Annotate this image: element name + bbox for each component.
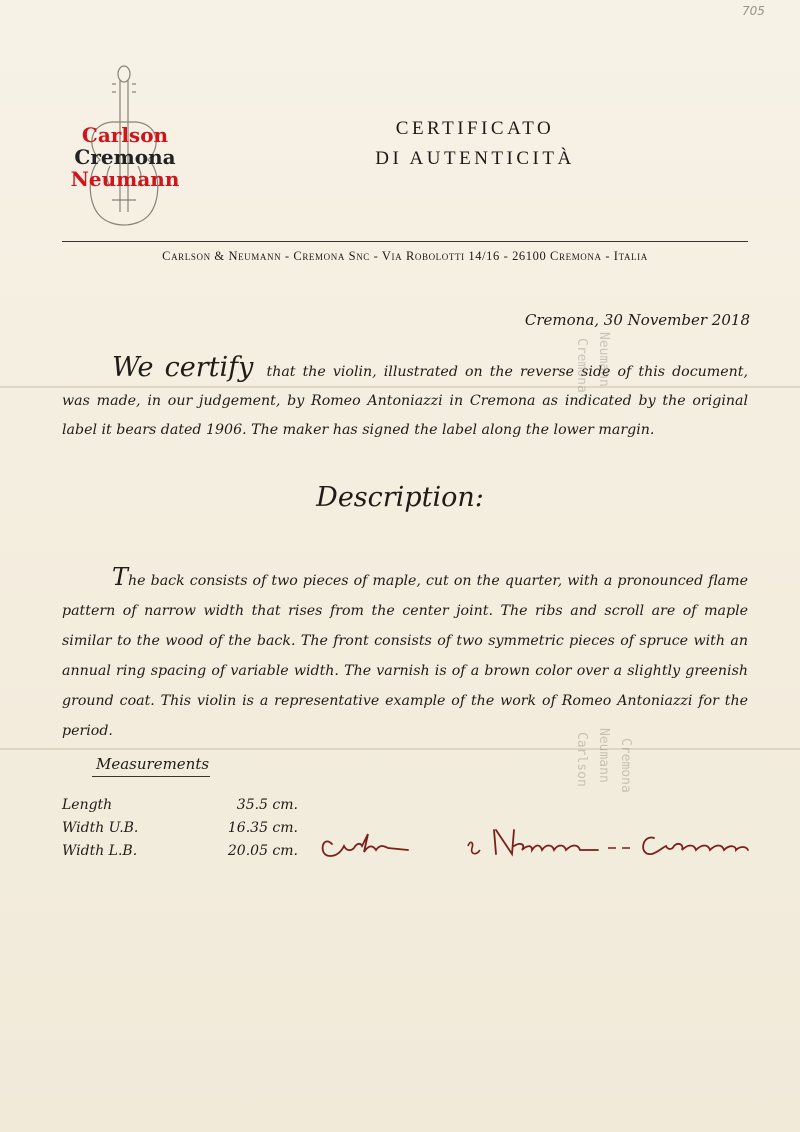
- company-logo: [60, 62, 190, 230]
- description-text: he back consists of two pieces of maple, cut on the quarter, with a pronounced flame pattern of narrow width that rises from the center joint. The ribs and scroll are of maple similar to the wood of the back. The front consists of two symmetric pieces of spruce with an annual ring spacing of variable width. The varnish is of a brown color over a slightly greenish ground coat. This violin is a representative example of the work of Romeo Antoniazzi for the period.: [62, 573, 748, 739]
- measurement-label: Width L.B.: [62, 843, 138, 859]
- measurement-row: [62, 843, 302, 865]
- faint-stamp: [574, 732, 589, 787]
- description-heading: Description:: [316, 482, 484, 513]
- issue-date: Cremona, 30 November 2018: [524, 311, 750, 329]
- document-title-line2: DI AUTENTICITÀ: [375, 148, 575, 169]
- measurements-divider: [92, 776, 210, 777]
- logo-word-neumann: Neumann: [70, 167, 180, 191]
- header-divider: [62, 241, 748, 242]
- stamp-line: Neumann: [596, 728, 611, 783]
- measurement-label: Length: [62, 797, 113, 813]
- stamp-line: Neumann: [596, 332, 611, 387]
- faint-stamp: [596, 728, 611, 783]
- measurements-heading: Measurements: [96, 755, 210, 773]
- description-initial: T: [112, 563, 129, 591]
- corner-note: 705: [742, 4, 765, 18]
- stamp-line: Cremona: [574, 338, 589, 393]
- certify-text: that the violin, illustrated on the reverse side of this document, was made, in our judgement, by Romeo Antoniazzi in Cremona as indicated by the original label it bears dated 1906. The maker has signed the label along the lower margin.: [62, 364, 748, 438]
- document-title-line1: CERTIFICATO: [395, 118, 555, 139]
- faint-stamp: [618, 738, 633, 793]
- stamp-line: Cremona: [618, 738, 633, 793]
- certify-lead: We certify: [112, 352, 254, 383]
- logo-word-carlson: Carlson: [81, 123, 169, 147]
- measurement-row: [62, 797, 302, 819]
- company-address: Carlson & Neumann - Cremona Snc - Via Robolotti 14/16 - 26100 Cremona - Italia: [162, 249, 648, 263]
- measurement-value: 35.5 cm.: [236, 797, 298, 813]
- faint-stamp: [574, 338, 589, 393]
- logo-word-cremona: Cremona: [74, 145, 176, 169]
- stamp-line: Carlson: [574, 732, 589, 787]
- fold-line: [0, 748, 800, 750]
- certify-paragraph: [62, 352, 748, 445]
- measurement-label: Width U.B.: [62, 820, 139, 836]
- measurement-value: 16.35 cm.: [227, 820, 298, 836]
- signature: [316, 816, 766, 876]
- measurement-row: [62, 820, 302, 842]
- description-paragraph: [62, 562, 748, 746]
- measurement-value: 20.05 cm.: [227, 843, 298, 859]
- faint-stamp: [596, 332, 611, 387]
